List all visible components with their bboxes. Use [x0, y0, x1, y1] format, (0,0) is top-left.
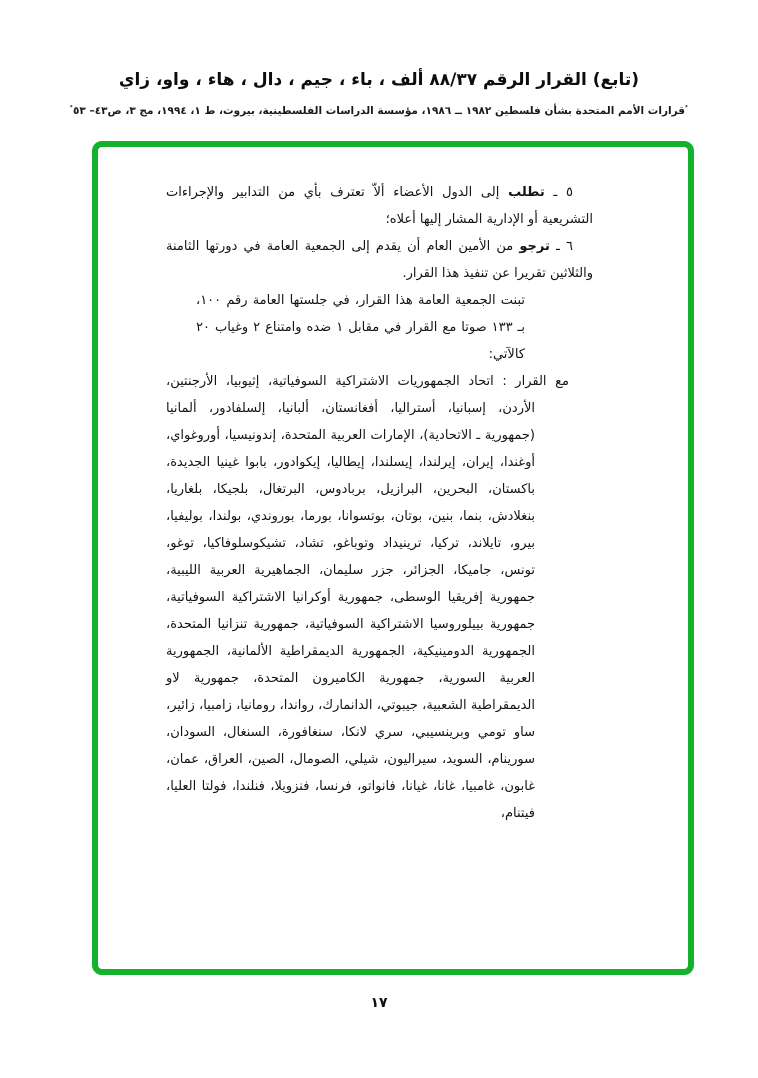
clause-5-text: إلى الدول الأعضاء ألاّ تعترف بأي من التدابير والإجراءات التشريعية أو الإدارية المشار إليها أعلاه؛ [166, 185, 593, 227]
clause-5-number: ٥ ـ [553, 185, 573, 200]
clause-5-verb: تطلب [508, 185, 545, 200]
vote-for-section [166, 368, 593, 827]
clause-6-verb: ترجو [519, 239, 550, 254]
adoption-note: تبنت الجمعية العامة هذا القرار، في جلستها العامة رقم ١٠٠، بـ ١٣٣ صوتا مع القرار في مقابل ١ ضده وامتناع ٢ وغياب ٢٠ كالآتي: [196, 293, 525, 362]
clause-6-text: من الأمين العام أن يقدم إلى الجمعية العامة في دورتها الثامنة والثلاثين تقريرا عن تنفيذ هذا القرار. [166, 239, 593, 281]
clause-5 [166, 179, 593, 233]
page-number: ١٧ [370, 995, 388, 1011]
highlight-box [92, 141, 694, 975]
page-header [0, 70, 758, 117]
page-title: (تابع) القرار الرقم ٨٨/٣٧ ألف ، باء ، جيم ، دال ، هاء ، واو، زاي [118, 70, 640, 90]
clause-6-number: ٦ ـ [556, 239, 573, 254]
vote-for-countries: اتحاد الجمهوريات الاشتراكية السوفياتية، إثيوبيا، الأرجنتين، الأردن، إسبانيا، أستراليا، أفغانستان، ألبانيا، إلسلفادور، ألمانيا (جمهورية ـ الاتحادية)، الإمارات العربية المتحدة، إندونيسيا، أوروغواي، أوغندا، إيران، إيرلندا، إيسلندا، إيطاليا، إيكوادور، بابوا غينيا الجديدة، باكستان، البحرين، البرازيل، بربادوس، البرتغال، بلجيكا، بلغاريا، بنغلادش، بنما، بنين، بوتان، بوتسوانا، بورما، بوروندي، بولندا، بوليفيا، بيرو، تايلاند، تركيا، ترينيداد وتوباغو، تشاد، تشيكوسلوفاكيا، توغو، تونس، جاميكا، الجزائر، جزر سليمان، الجماهيرية العربية الليبية، جمهورية إفريقيا الوسطى، جمهورية أوكرانيا الاشتراكية السوفياتية، جمهورية بييلوروسيا الاشتراكية السوفياتية، جمهورية تنزانيا المتحدة، الجمهورية الدومينيكية، الجمهورية الديمقراطية الألمانية، الجمهورية العربية السورية، جمهورية الكاميرون المتحدة، جمهورية لاو الديمقراطية الشعبية، جيبوتي، الدانمارك، رواندا، رومانيا، زامبيا، زائير، ساو تومي وبرينسيبي، سري لانكا، سنغافورة، السنغال، السودان، سورينام، السويد، سيراليون، شيلي، الصومال، الصين، العراق، عمان، غابون، غامبيا، غانا، غيانا، فانواتو، فرنسا، فنزويلا، فنلندا، فولتا العليا، فيتنام، [166, 374, 535, 821]
vote-for-label: مع القرار : [502, 374, 569, 389]
source-citation: ٴقرارات الأمم المتحدة بشأن فلسطين ١٩٨٢ ــ ١٩٨٦، مؤسسة الدراسات الفلسطينية، بيروت، ط ١، ١٩٩٤، مج ٣، ص٤٣– ٥٣ٴ [69, 105, 689, 117]
clause-6 [166, 233, 593, 287]
